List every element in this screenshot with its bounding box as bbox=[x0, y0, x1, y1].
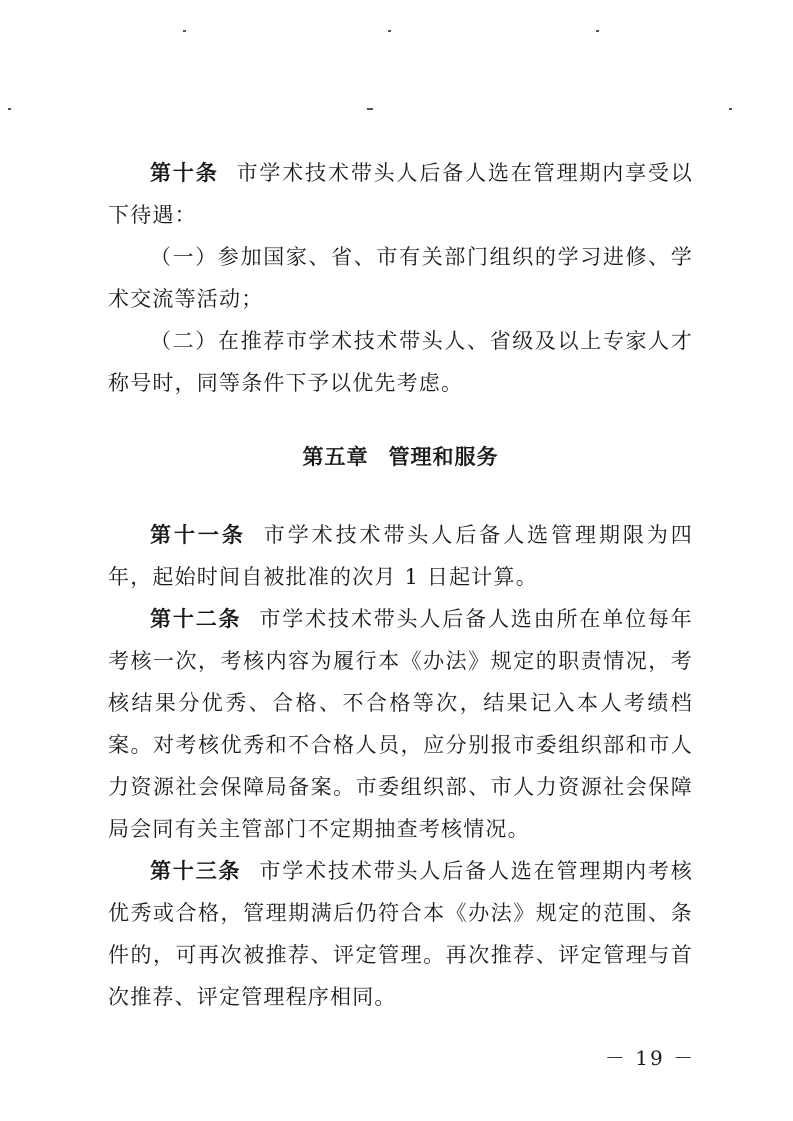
scan-mark bbox=[183, 30, 186, 32]
chapter-title: 管理和服务 bbox=[388, 445, 499, 469]
scan-mark bbox=[8, 108, 11, 110]
chapter-number: 第五章 bbox=[302, 445, 369, 469]
scan-mark bbox=[729, 108, 732, 110]
article-10-item-2: （二）在推荐市学术技术带头人、省级及以上专家人才称号时，同等条件下予以优先考虑。 bbox=[108, 329, 693, 395]
article-13 bbox=[108, 850, 693, 1018]
article-11 bbox=[108, 514, 693, 598]
article-10-label: 第十条 bbox=[150, 161, 219, 185]
article-12-text: 市学术技术带头人后备人选由所在单位每年考核一次，考核内容为履行本《办法》规定的职责情况，考核结果分优秀、合格、不合格等次，结果记入本人考绩档案。对考核优秀和不合格人员，应分别报市委组织部和市人力资源社会保障局备案。市委组织部、市人力资源社会保障局会同有关主管部门不定期抽查考核情况。 bbox=[108, 607, 693, 841]
scan-mark bbox=[596, 30, 599, 32]
article-10 bbox=[108, 152, 693, 236]
article-11-label: 第十一条 bbox=[150, 523, 246, 547]
article-12-label: 第十二条 bbox=[150, 607, 242, 631]
document-body bbox=[108, 152, 693, 1018]
article-12 bbox=[108, 598, 693, 850]
article-10-item-1: （一）参加国家、省、市有关部门组织的学习进修、学术交流等活动； bbox=[108, 245, 693, 311]
article-11-text: 市学术技术带头人后备人选管理期限为四年，起始时间自被批准的次月 1 日起计算。 bbox=[108, 523, 693, 589]
scan-mark bbox=[367, 108, 373, 110]
article-13-text: 市学术技术带头人后备人选在管理期内考核优秀或合格，管理期满后仍符合本《办法》规定的范围、条件的，可再次被推荐、评定管理。再次推荐、评定管理与首次推荐、评定管理程序相同。 bbox=[108, 859, 693, 1009]
page-number: － 19 － bbox=[604, 1046, 696, 1070]
article-10-text: 市学术技术带头人后备人选在管理期内享受以下待遇： bbox=[108, 161, 693, 227]
article-13-label: 第十三条 bbox=[150, 859, 242, 883]
chapter-heading bbox=[108, 436, 693, 478]
scan-mark bbox=[388, 30, 391, 32]
